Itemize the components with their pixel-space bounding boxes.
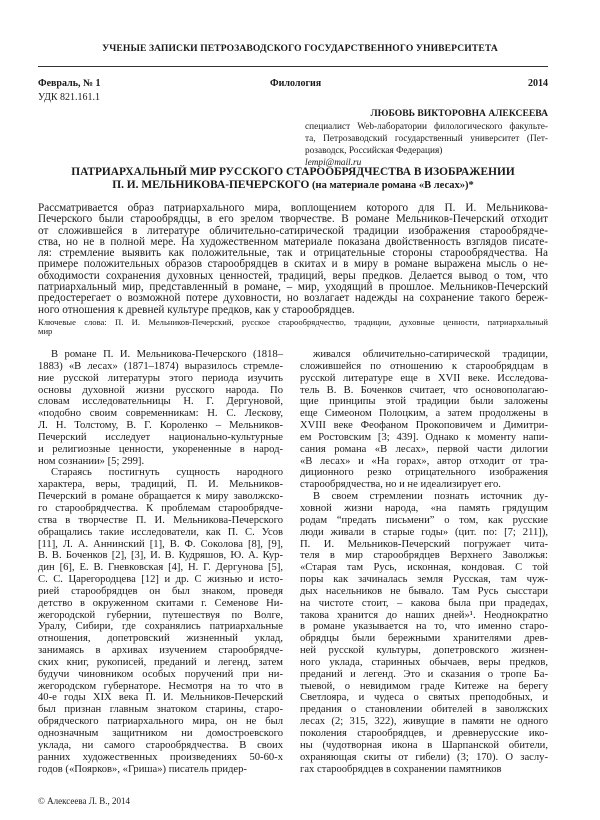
text-line: тыевой, о невидимом граде Китеже на берегу: [300, 680, 548, 692]
abstract: [38, 203, 548, 316]
text-line: 40-е годы XIX века П. И. Мельников-Печерский: [38, 692, 283, 704]
text-line: жегородском губернаторе. Несмотря на то что в: [38, 680, 283, 692]
text-line: ля: стремление выявить как положительные, так и отрицательные стороны старообрядчества. На: [38, 247, 548, 260]
affiliation-line: специалист Web-лаборатории филологического факульте-: [305, 122, 548, 132]
text-line: дых насельников не бывало. Там Русь сысстари: [300, 585, 548, 597]
text-line: обращались такие исследователи, как П. С. Усов: [38, 526, 283, 538]
text-line: Светлояра, и чудеса о святых преподобных, и: [300, 692, 548, 704]
text-line: ранних художественных произведениях 50-60-х: [38, 751, 283, 763]
keywords: [38, 318, 548, 337]
text-line: жегородской губернии, путешествуя по Волге,: [38, 609, 283, 621]
text-line: в романе указывается на то, что именно старо-: [300, 621, 548, 633]
section-label: Филология: [270, 78, 322, 89]
text-line: поры как зачиналась земля Русская, там чуж-: [300, 574, 548, 586]
text-line: П. И. Мельников-Печерский погружает чита-: [300, 538, 548, 550]
text-line: обрядческого патриархального мира, он не был: [38, 716, 283, 728]
udk-code: УДК 821.161.1: [38, 92, 101, 103]
text-line: сложившейся по отношению к старообрядцам в: [300, 360, 548, 372]
text-line: ние русской литературы этого периода изучить: [38, 372, 283, 384]
text-line: В романе П. И. Мельникова-Печерского (1818–: [51, 349, 283, 360]
text-line: мир: [38, 326, 53, 337]
text-line: обрядцы были бережными хранителями древ-: [300, 633, 548, 645]
text-line: ного уклада, старинных обычаев, веры предков,: [300, 656, 548, 668]
text-line: В. В. Боченков [2], [3], И. В. Кудряшов, Ю. А. Кур-: [38, 550, 283, 562]
text-line: отношения, допетровский жизненный уклад,: [38, 633, 283, 645]
text-line: го старообрядчества. К проблемам старообрядче-: [38, 502, 283, 514]
body-right-column: [300, 349, 548, 775]
text-line: «Старая там Русь, исконная, кондовая. С той: [300, 562, 548, 574]
text-line: обходимости сохранения духовных ценностей, традиций, веры предков. Делается вывод о том, что: [38, 269, 548, 282]
text-line: ного отношения к древней культуре предков, как у старообрядцев.: [38, 303, 355, 316]
text-line: дин [6], Е. В. Гневковская [4], Н. Г. Дергунова [5],: [38, 562, 283, 574]
text-line: еще Симеоном Полоцким, а затем продолжены в: [300, 408, 548, 420]
text-line: «В лесах» и «На горах», автор отходит от тра-: [300, 455, 548, 467]
paragraph: [38, 467, 283, 775]
title-subtitle: (на материале романа «В лесах»)*: [309, 179, 474, 191]
text-line: примере положительных образов старообрядцев в скитах и в миру в романе выражена мысль о не-: [38, 258, 548, 271]
text-line: патриархальный мир, представленный в романе, – мир, уходящий в прошлое. Мельников-Печерский: [38, 281, 548, 294]
text-line: ны (чудотворная икона в Шарпанской обители,: [300, 739, 548, 751]
text-line: XVIII веке Феофаном Прокоповичем и Димитри-: [300, 420, 548, 432]
text-line: люди живали в старые годы» (цит. по: [7; 211]),: [300, 526, 548, 538]
text-line: ских книг, рукописей, преданий и легенд, затем: [38, 656, 283, 668]
text-line: такова хранится до наших дней»¹. Неоднократно: [300, 609, 548, 621]
text-line: старообрядчества, но и не идеализирует его.: [300, 479, 501, 491]
author-name: ЛЮБОВЬ ВИКТОРОВНА АЛЕКСЕЕВА: [370, 108, 548, 119]
text-line: на чистоте стоит, – какова была при прадедах,: [300, 597, 548, 609]
header-rule: [38, 66, 548, 67]
body-left-column: [38, 349, 283, 775]
text-line: Л. Н. Толстому, В. Г. Короленко – Мельников-: [38, 420, 283, 432]
text-line: «подобно своим современникам: Н. С. Лескову,: [38, 408, 283, 420]
title-line-1: ПАТРИАРХАЛЬНЫЙ МИР РУССКОГО СТАРООБРЯДЧЕСТВА В ИЗОБРАЖЕНИИ: [71, 166, 515, 178]
text-line: теля в мир старообрядцев Верхнего Заволжья:: [300, 550, 548, 562]
affiliation-line: та, Петрозаводский государственный университет (Пет-: [305, 134, 548, 144]
affiliation-line: розаводск, Российская Федерация): [305, 146, 443, 156]
text-line: ней русской культуры, допетровского жизнен-: [300, 645, 548, 657]
text-line: родам “предать письмени” о том, как русские: [300, 514, 548, 526]
paragraph: [300, 349, 548, 491]
text-line: ства в творчестве П. И. Мельникова-Печерского: [38, 514, 283, 526]
text-line: был признан главным знатоком старины, старо-: [38, 704, 283, 716]
text-line: охраняющая скиты от гибели) (3; 170). О заслу-: [300, 751, 548, 763]
text-line: занимаясь в архивах изучением старообрядче-: [38, 645, 283, 657]
text-line: рией старообрядцев он был знаком, проведя: [38, 585, 283, 597]
text-line: детство в окруженном скитами г. Семенове Ни-: [38, 597, 283, 609]
text-line: ном сознании» [5; 299].: [38, 455, 145, 467]
text-line: лесах (2; 315, 322), живущие в памяти не одного: [300, 716, 548, 728]
text-line: ем Ростовским [3; 439]. Однако к моменту напи-: [300, 431, 548, 443]
text-line: [11], Л. А. Аннинский [1], В. Ф. Соколова [8], [9],: [38, 538, 283, 550]
author-email[interactable]: lempi@mail.ru: [305, 158, 362, 168]
text-line: 1883) «В лесах» (1871–1874) выразилось стремле-: [38, 360, 283, 372]
text-line: характера, веры, традиций, П. И. Мельников-: [38, 479, 283, 491]
text-line: С. С. Царегородцева [12] и др. С жизнью и исто-: [38, 574, 283, 586]
text-line: уклада, ни самого старообрядчества. В своих: [38, 739, 283, 751]
text-line: ства, но не в полной мере. На художественном материале показана двойственность взглядов писате-: [38, 235, 548, 248]
year-label: 2014: [528, 78, 548, 89]
text-line: словам исследовательницы Н. Г. Дергуновой,: [38, 396, 283, 408]
author-affiliation: [305, 121, 548, 169]
text-line: Печерский исследует национально-культурные: [38, 431, 283, 443]
text-line: однозначным защитником ни домостроевского: [38, 728, 283, 739]
text-line: основы духовной жизни русского народа. По: [38, 384, 283, 396]
text-line: Стараясь постигнуть сущность народного: [51, 467, 283, 479]
text-line: предостерегает о возможной потере духовности, но возлагает надежды на сохранение такого береж-: [38, 292, 548, 305]
journal-title: УЧЕНЫЕ ЗАПИСКИ ПЕТРОЗАВОДСКОГО ГОСУДАРСТВЕННОГО УНИВЕРСИТЕТА: [102, 43, 498, 54]
text-line: Печерского были старообрядцы, в его зрелом творчестве. В романе Мельников-Печерский отходит: [38, 213, 548, 226]
article-title: [38, 166, 548, 192]
text-line: Рассматривается образ патриархального мира, воплощением которого для П. И. Мельникова-: [38, 202, 548, 214]
text-line: живался обличительно-сатирической традиции,: [313, 349, 548, 360]
text-line: будучи чиновником особых поручений при ни-: [38, 668, 283, 680]
paragraph: [38, 349, 283, 467]
text-line: Ключевые слова: П. И. Мельников-Печерский, русское старообрядчество, традиции, духовные ценности, патриархальный: [38, 317, 548, 327]
copyright: © Алексеева Л. В., 2014: [38, 796, 131, 806]
text-line: русской литературе еще в XVII веке. Исследова-: [300, 372, 548, 384]
text-line: тель В. В. Боченков считает, что основополагаю-: [300, 384, 548, 396]
text-line: сания романа «В лесах», первой части дилогии: [300, 443, 548, 455]
text-line: поколения старообрядцев, и древнерусские ико-: [300, 728, 548, 739]
text-line: В своем стремлении познать источник ду-: [313, 491, 548, 503]
text-line: предания о становлении обителей в заволжских: [300, 704, 548, 716]
text-line: годов («Поярков», «Гриша») писатель придер-: [38, 763, 247, 775]
text-line: щие принципы этой традиции были заложены: [300, 396, 548, 408]
text-line: гах старообрядцев в сохранении памятников: [300, 763, 502, 775]
text-line: Уралу, Сибири, где сохранялись патриархальные: [38, 621, 283, 633]
paragraph: [300, 491, 548, 775]
issue-label: Февраль, № 1: [38, 78, 101, 89]
text-line: ховной жизни народа, «на память грядущим: [300, 502, 548, 514]
text-line: преданий и легенд. Это и сказания о тропе Ба-: [300, 668, 548, 680]
text-line: Печерский в романе обращается к миру заволжско-: [38, 491, 283, 503]
text-line: диционного резко отрицательного изображения: [300, 467, 548, 479]
text-line: и религиозные ценности, укорененные в народ-: [38, 443, 283, 455]
text-line: от сложившейся в литературе обличительно-сатирической традиции изображения старообрядче-: [38, 224, 548, 237]
title-line-2: П. И. МЕЛЬНИКОВА-ПЕЧЕРСКОГО: [112, 178, 310, 191]
